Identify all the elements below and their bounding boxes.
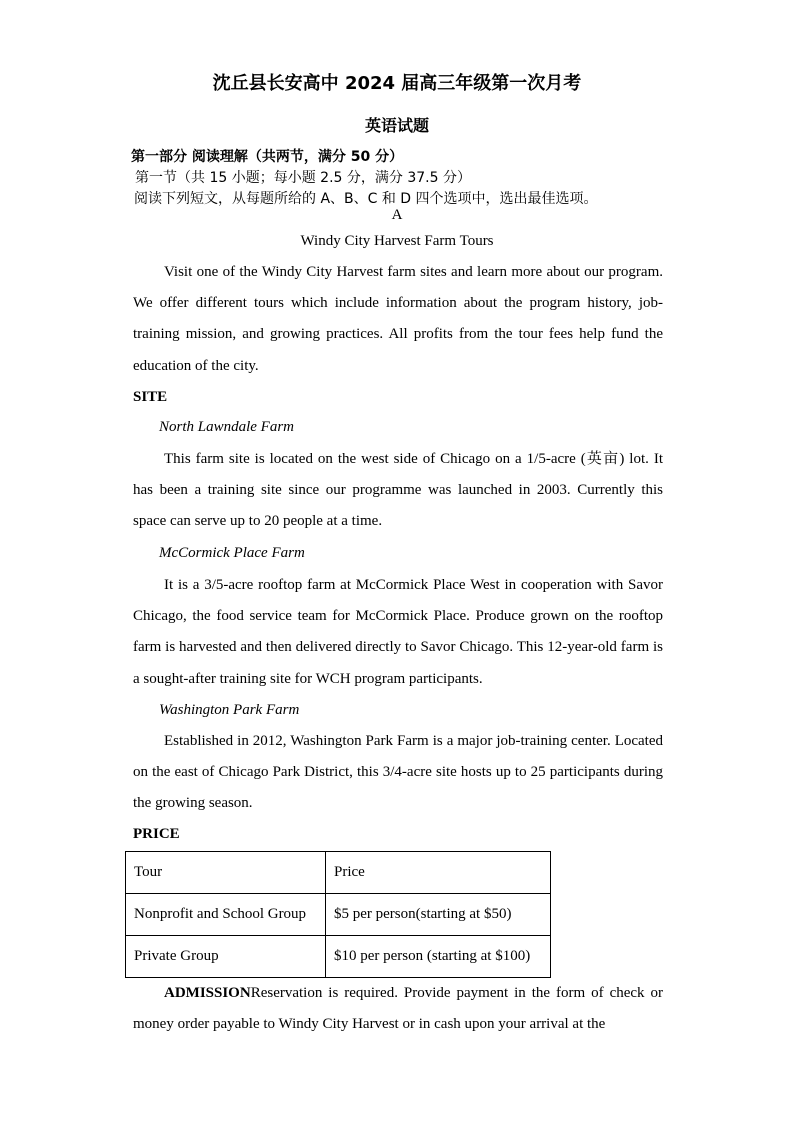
site-name: North Lawndale Farm	[159, 419, 295, 435]
site-paragraph: It is a 3/5-acre rooftop farm at McCormick Place West in cooperation with Savor Chicago, the food service team for McCormick Place. Produce grown on the rooftop farm is harvested and then delivered directly to Savor Chicago. This 12-year-old farm is a sought-after training site for WCH program participants.	[133, 577, 663, 687]
part-heading: 第一部分 阅读理解（共两节，满分 50 分）	[131, 149, 404, 165]
admission-text: Reservation is required. Provide payment in the form of check or money order payable to Windy City Harvest or in cash upon your arrival at the	[133, 985, 663, 1033]
table-cell: Private Group	[126, 936, 326, 978]
table-cell: $5 per person(starting at $50)	[326, 894, 551, 936]
table-header-cell: Price	[326, 852, 551, 894]
table-cell: Nonprofit and School Group	[126, 894, 326, 936]
admission-label: ADMISSION	[164, 985, 251, 1001]
table-cell: $10 per person (starting at $100)	[326, 936, 551, 978]
site-name: Washington Park Farm	[159, 702, 300, 718]
subject-title: 英语试题	[364, 116, 429, 135]
table-row	[126, 852, 551, 894]
exam-title: 沈丘县长安高中 2024 届高三年级第一次月考	[212, 73, 582, 94]
passage-title: Windy City Harvest Farm Tours	[300, 233, 494, 249]
instruction-text: 阅读下列短文，从每题所给的 A、B、C 和 D 四个选项中，选出最佳选项。	[134, 191, 598, 207]
admission-paragraph	[133, 978, 663, 1040]
intro-paragraph: Visit one of the Windy City Harvest farm sites and learn more about our program. We offer different tours which include information about the program history, job-training mission, and growing practices. All profits from the tour fees help fund the education of the city.	[133, 264, 663, 374]
table-row	[126, 936, 551, 978]
table-row	[126, 894, 551, 936]
site-name: McCormick Place Farm	[159, 545, 305, 561]
table-header-cell: Tour	[126, 852, 326, 894]
price-table	[125, 851, 551, 978]
site-paragraph: This farm site is located on the west side of Chicago on a 1/5-acre (英亩) lot. It has been a training site since our programme was launched in 2003. Currently this space can serve up to 20 people at a time.	[133, 451, 663, 530]
section-heading: 第一节（共 15 小题；每小题 2.5 分，满分 37.5 分）	[135, 170, 471, 186]
price-heading: PRICE	[133, 826, 180, 842]
site-heading: SITE	[133, 389, 168, 405]
passage-label: A	[391, 207, 403, 223]
site-paragraph: Established in 2012, Washington Park Farm is a major job-training center. Located on the east of Chicago Park District, this 3/4-acre site hosts up to 25 participants during the growing season.	[133, 733, 663, 812]
